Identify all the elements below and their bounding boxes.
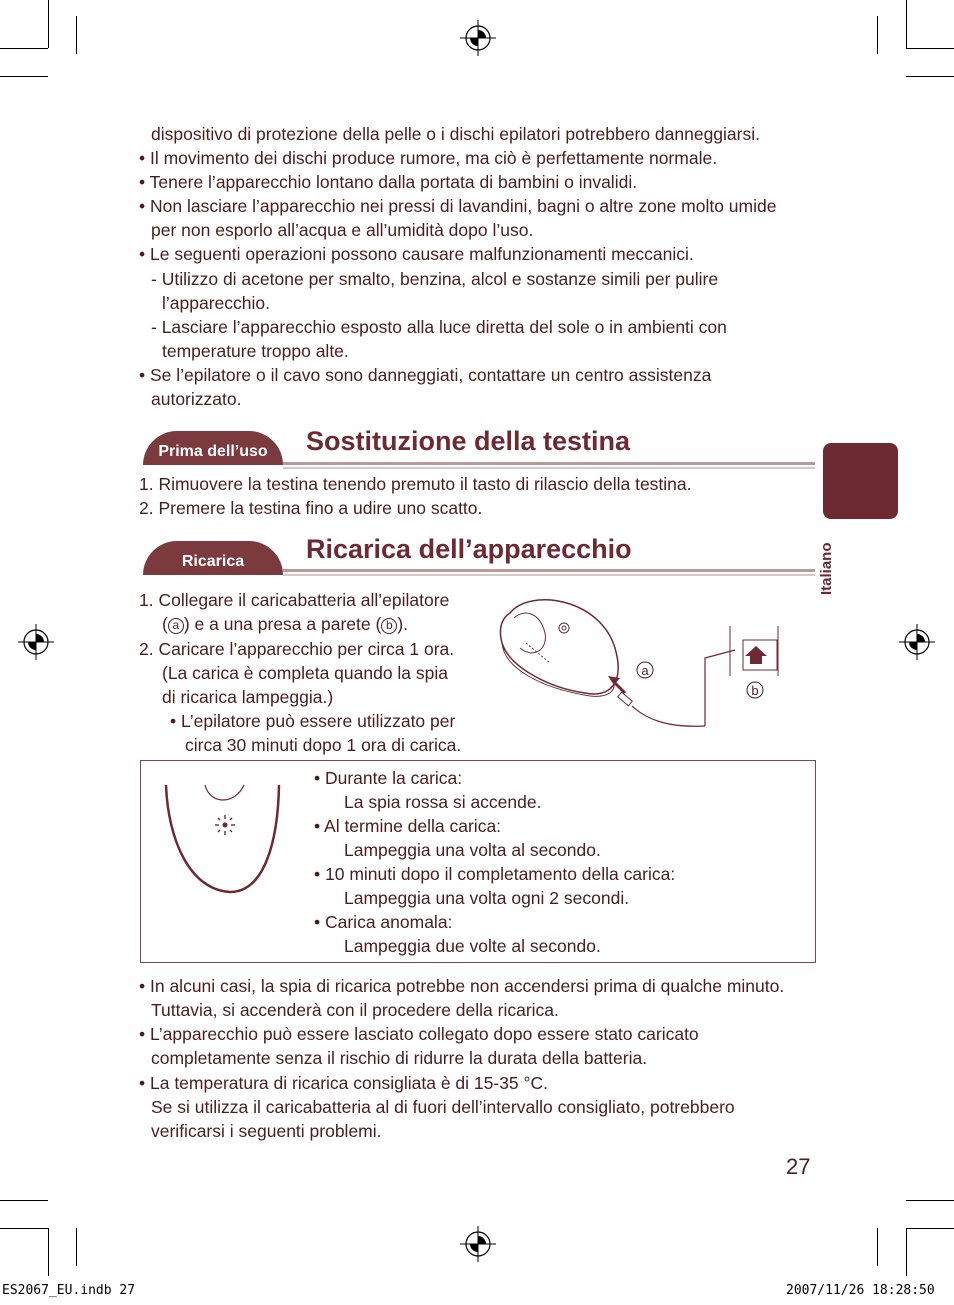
registration-mark-left [18, 624, 54, 660]
intro-line: • Il movimento dei dischi produce rumore, ma ciò è perfettamente normale. [139, 148, 718, 168]
step-item: circa 30 minuti dopo 1 ora di carica. [185, 735, 462, 755]
figure-label-b: b [751, 683, 759, 698]
language-label-text: Italiano [818, 542, 835, 595]
outro-line: verificarsi i seguenti problemi. [151, 1121, 382, 1141]
section-rule [283, 574, 815, 576]
label-b-circle: b [381, 618, 397, 634]
step-text: ). [397, 614, 409, 634]
step-item: • L’epilatore può essere utilizzato per [170, 711, 456, 731]
intro-line: • Non lasciare l’apparecchio nei pressi di lavandini, bagni o altre zone molto umide [139, 196, 777, 216]
paren: ( [162, 614, 168, 634]
intro-line: - Utilizzo di acetone per smalto, benzina, alcol e sostanze simili per pulire [151, 269, 719, 289]
box-line: • Al termine della carica: [314, 816, 502, 836]
outro-line: • La temperatura di ricarica consigliata è di 15-35 °C. [139, 1073, 549, 1093]
language-tab [823, 443, 898, 519]
intro-line: - Lasciare l’apparecchio esposto alla luce diretta del sole o in ambienti con [151, 317, 727, 337]
registration-mark-top [460, 20, 496, 56]
footer-file: ES2067_EU.indb 27 [2, 1283, 136, 1298]
intro-line: autorizzato. [151, 389, 242, 409]
section-rule [283, 569, 815, 572]
outro-line: Se si utilizza il caricabatteria al di fuori dell’intervallo consigliato, potrebbero [151, 1097, 735, 1117]
outro-line: • L’apparecchio può essere lasciato collegato dopo essere stato caricato [139, 1024, 699, 1044]
outro-line: • In alcuni casi, la spia di ricarica potrebbe non accendersi prima di qualche minuto. [139, 976, 785, 996]
figure-label-a: a [641, 663, 649, 678]
intro-line: per non esporlo all’acqua e all’umidità dopo l’uso. [151, 220, 534, 240]
step-item: (La carica è completa quando la spia [162, 663, 449, 683]
indicator-illustration [160, 780, 290, 895]
section-rule [283, 462, 815, 465]
section-tab-prima-uso: Prima dell’uso [143, 431, 283, 465]
intro-line: temperature troppo alte. [162, 341, 349, 361]
language-label [818, 525, 848, 595]
step-item: 1. Rimuovere la testina tenendo premuto il tasto di rilascio della testina. [139, 474, 692, 494]
intro-line: dispositivo di protezione della pelle o i dischi epilatori potrebbero danneggiarsi. [151, 124, 760, 144]
footer-timestamp: 2007/11/26 18:28:50 [786, 1283, 935, 1298]
box-line: Lampeggia una volta ogni 2 secondi. [344, 888, 630, 908]
section-title: Ricarica dell’apparecchio [306, 534, 632, 564]
box-line: Lampeggia una volta al secondo. [344, 840, 601, 860]
step-text: ) e a una presa a parete ( [183, 614, 382, 634]
section-title: Sostituzione della testina [306, 426, 631, 456]
box-line: • Durante la carica: [314, 768, 463, 788]
registration-mark-bottom [460, 1226, 496, 1262]
box-line: • 10 minuti dopo il completamento della carica: [314, 864, 676, 884]
intro-line: • Tenere l’apparecchio lontano dalla portata di bambini o invalidi. [139, 172, 638, 192]
step-item: 2. Caricare l’apparecchio per circa 1 ora. [139, 639, 455, 659]
box-line: La spia rossa si accende. [344, 792, 542, 812]
outro-line: Tuttavia, si accenderà con il procedere della ricarica. [151, 1000, 559, 1020]
charging-illustration [490, 588, 790, 738]
intro-line: • Se l’epilatore o il cavo sono danneggiati, contattare un centro assistenza [139, 365, 712, 385]
outro-line: completamente senza il rischio di ridurre la durata della batteria. [151, 1048, 648, 1068]
intro-line: l’apparecchio. [162, 293, 270, 313]
intro-line: • Le seguenti operazioni possono causare malfunzionamenti meccanici. [139, 244, 694, 264]
step-item: di ricarica lampeggia.) [162, 687, 334, 707]
section-rule [283, 467, 815, 469]
box-line: Lampeggia due volte al secondo. [344, 936, 601, 956]
step-item: 1. Collegare il caricabatteria all’epilatore [139, 590, 450, 610]
registration-mark-right [899, 624, 935, 660]
box-line: • Carica anomala: [314, 912, 453, 932]
section-tab-ricarica: Ricarica [143, 541, 283, 575]
step-item [162, 612, 408, 636]
page-number: 27 [786, 1154, 811, 1179]
label-a-circle: a [168, 618, 184, 634]
step-item: 2. Premere la testina fino a udire uno scatto. [139, 498, 483, 518]
